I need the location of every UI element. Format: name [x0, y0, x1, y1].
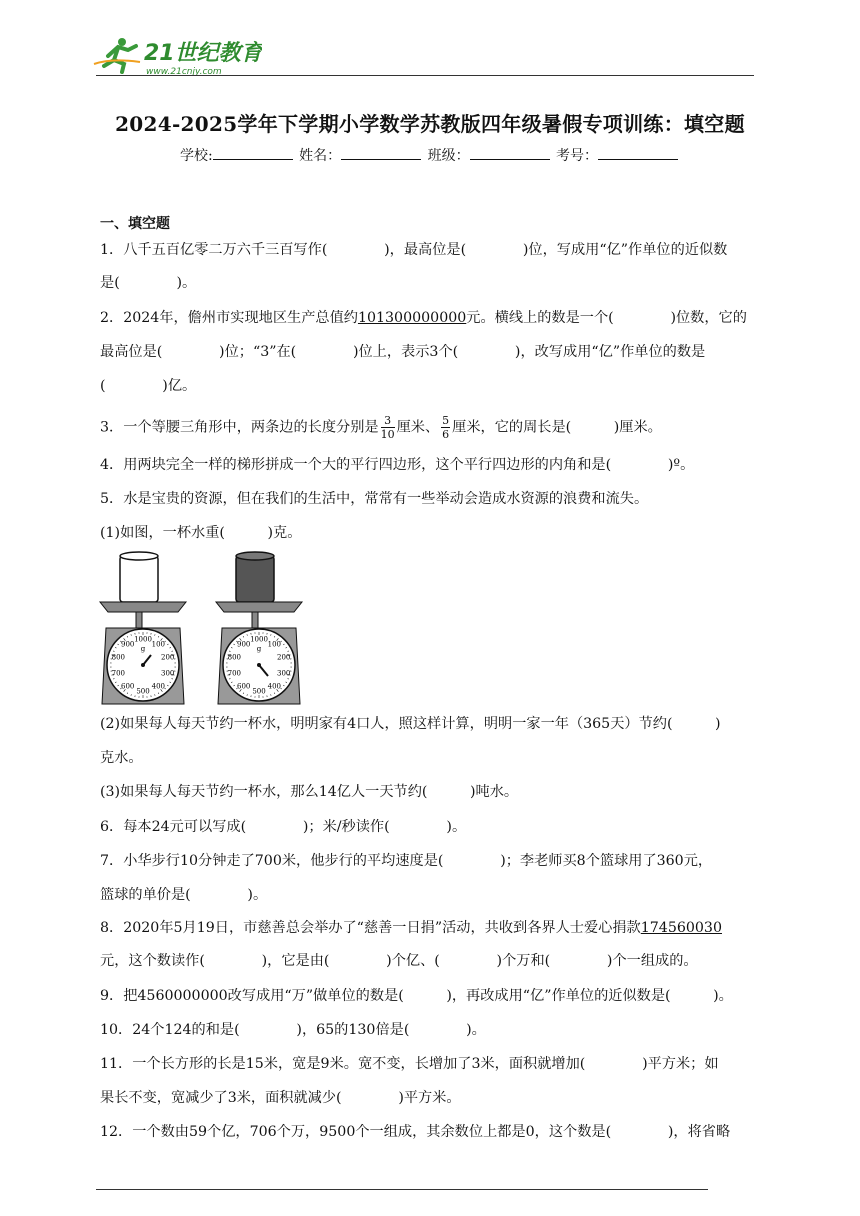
dial-label: 1000: [250, 635, 268, 644]
name-blank[interactable]: [341, 146, 421, 160]
dial-label: 100: [267, 640, 281, 649]
name-label: 姓名：: [299, 148, 342, 164]
question-3-text-b: 厘米、: [396, 419, 440, 436]
dial-label: 300: [161, 669, 175, 678]
question-11-line-2: 果长不变，宽减少了3米，面积就减少( )平方米。: [100, 1090, 461, 1106]
dial-label: 500: [136, 687, 150, 696]
logo-text: 21世纪教育: [144, 41, 262, 66]
question-5-part-1: (1)如图，一杯水重( )克。: [100, 525, 302, 541]
dial-label: 900: [237, 640, 251, 649]
student-info: [0, 145, 860, 165]
question-5-part-2-line-2: 克水。: [100, 750, 143, 766]
dial-label: 900: [121, 640, 135, 649]
question-2-text-a: 2．2024年，儋州市实现地区生产总值约: [100, 310, 358, 326]
fraction-denominator: 10: [380, 428, 395, 441]
question-3-text-c: 厘米，它的周长是( )厘米。: [452, 419, 662, 436]
exam-no-blank[interactable]: [598, 146, 678, 160]
school-label: 学校:: [179, 148, 213, 164]
scales-figure: [98, 548, 408, 708]
logo-url: www.21cnjy.com: [146, 67, 222, 77]
fraction-3-10: [381, 414, 395, 441]
dial-unit: g: [256, 645, 262, 653]
dial-label: 700: [111, 669, 125, 678]
logo: [92, 34, 262, 78]
dial-label: 200: [161, 653, 175, 662]
question-8-underlined-number: 174560030: [640, 920, 722, 936]
scale-plate: [216, 602, 302, 612]
question-11-line-1: 11．一个长方形的长是15米，宽是9米。宽不变，长增加了3米，面积就增加( )平方米；如: [100, 1056, 719, 1072]
scale-right: [216, 552, 302, 704]
scale-post: [136, 612, 142, 628]
dial-label: 200: [277, 653, 291, 662]
question-2-line-3: ( )亿。: [100, 378, 197, 394]
question-5-part-3: (3)如果每人每天节约一杯水，那么14亿人一天节约( )吨水。: [100, 784, 519, 800]
class-blank[interactable]: [470, 146, 550, 160]
scale-left: [100, 552, 186, 704]
footer-rule: [96, 1189, 708, 1190]
dial-pivot: [141, 663, 145, 667]
dial-label: 600: [121, 682, 135, 691]
question-6: 6．每本24元可以写成( )；米/秒读作( )。: [100, 819, 467, 835]
dial-label: 100: [151, 640, 165, 649]
dial-pivot: [257, 663, 261, 667]
question-8-text-a: 8．2020年5月19日，市慈善总会举办了“慈善一日捐”活动，共收到各界人士爱心捐款: [100, 920, 641, 936]
dial-label: 500: [252, 687, 266, 696]
water-cup: [236, 556, 274, 602]
fraction-numerator: 3: [381, 414, 395, 428]
question-2-text-b: 元。横线上的数是一个( )位数，它的: [466, 310, 747, 326]
empty-cup: [120, 556, 158, 602]
fraction-denominator: 6: [442, 428, 450, 441]
dial-label: 800: [227, 653, 241, 662]
dial-label: 400: [267, 682, 281, 691]
question-8-line-2: 元，这个数读作( )，它是由( )个亿、( )个万和( )个一组成的。: [100, 953, 698, 969]
question-10: 10．24个124的和是( )，65的130倍是( )。: [100, 1022, 486, 1038]
scale-plate: [100, 602, 186, 612]
section-title: 一、填空题: [100, 216, 170, 232]
question-5-part-2-line-1: (2)如果每人每天节约一杯水，明明家有4口人，照这样计算，明明一家一年（365天）节约( ): [100, 716, 721, 732]
dial-label: 600: [237, 682, 251, 691]
fraction-5-6: [441, 414, 450, 441]
dial-label: 800: [111, 653, 125, 662]
cup-rim: [236, 552, 274, 560]
school-blank[interactable]: [213, 146, 293, 160]
dial-unit: g: [140, 645, 146, 653]
question-12: 12．一个数由59个亿，706个万，9500个一组成，其余数位上都是0，这个数是( )，将省略: [100, 1124, 731, 1140]
question-1-line-2: 是( )。: [100, 275, 197, 291]
question-2-line-2: 最高位是( )位；“3”在( )位上，表示3个( )，改写成用“亿”作单位的数是: [100, 344, 706, 360]
cup-rim: [120, 552, 158, 560]
dial-label: 700: [227, 669, 241, 678]
dial-label: 300: [277, 669, 291, 678]
question-8-line-1: [100, 918, 765, 938]
fraction-numerator: 5: [442, 414, 450, 427]
question-9: 9．把4560000000改写成用“万”做单位的数是( )，再改成用“亿”作单位的近似数是( )。: [100, 988, 733, 1004]
question-5: 5．水是宝贵的资源，但在我们的生活中，常常有一些举动会造成水资源的浪费和流失。: [100, 491, 649, 507]
dial-label: 400: [151, 682, 165, 691]
question-2-underlined-number: 101300000000: [357, 310, 467, 326]
question-7-line-1: 7．小华步行10分钟走了700米，他步行的平均速度是( )；李老师买8个篮球用了360元，: [100, 853, 713, 869]
exam-no-label: 考号：: [556, 148, 599, 164]
header-rule: [96, 75, 754, 76]
runner-icon: [94, 38, 140, 72]
question-7-line-2: 篮球的单价是( )。: [100, 887, 268, 903]
page-title: 2024-2025学年下学期小学数学苏教版四年级暑假专项训练：填空题: [115, 112, 745, 136]
question-1-line-1: 1．八千五百亿零二万六千三百写作( )，最高位是( )位，写成用“亿”作单位的近似数: [100, 242, 728, 258]
class-label: 班级：: [427, 148, 470, 164]
question-3: [100, 414, 765, 441]
scale-post: [252, 612, 258, 628]
question-2-line-1: [100, 308, 765, 328]
question-3-text-a: 3．一个等腰三角形中，两条边的长度分别是: [100, 419, 379, 436]
dial-label: 1000: [134, 635, 152, 644]
question-4: 4．用两块完全一样的梯形拼成一个大的平行四边形，这个平行四边形的内角和是( )º。: [100, 457, 695, 473]
